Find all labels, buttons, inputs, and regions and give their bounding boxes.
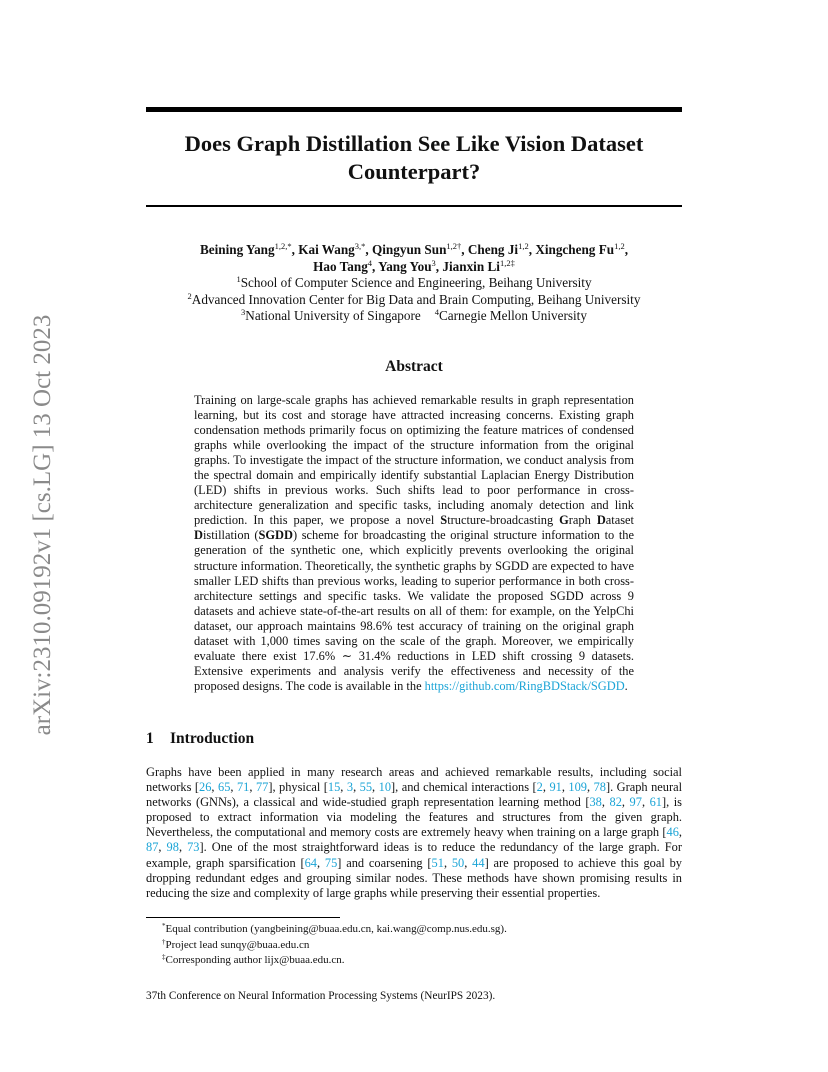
- author-name: Kai Wang: [298, 242, 355, 257]
- citation-link[interactable]: 97: [629, 795, 642, 810]
- citation-link[interactable]: 64: [304, 855, 317, 870]
- citation-link[interactable]: 98: [166, 840, 179, 855]
- title-bottom-rule: [146, 205, 682, 207]
- code-repository-link[interactable]: https://github.com/RingBDStack/SGDD: [424, 678, 625, 693]
- title-line-2: Counterpart?: [347, 159, 481, 184]
- introduction-paragraph: Graphs have been applied in many research areas and achieved remarkable results, including social networks [26, 65, 71, 77], physical [15, 3, 55, 10], and chemical interactions [2, 91, 109, 78]. Graph neural networks (GNNs), a classical and wide-studied graph representation learning method [38, 82, 97, 61], is proposed to extract information via modeling the features and structures from the given graph. Nevertheless, the computational and memory costs are extremely heavy when training on a large graph [46, 87, 98, 73]. One of the most straightforward ideas is to reduce the redundancy of the large graph. For example, graph sparsification [64, 75] and coarsening [51, 50, 44] are proposed to achieve this goal by dropping redundant edges and grouping similar nodes. These methods have shown promising results in reducing the size and complexity of large graphs while preserving their essential properties.: [146, 765, 683, 900]
- title-top-rule: [146, 107, 682, 112]
- citation-link[interactable]: 71: [236, 780, 250, 795]
- citation-link[interactable]: 82: [609, 795, 622, 810]
- citation-link[interactable]: 73: [187, 840, 200, 855]
- citation-link[interactable]: 75: [324, 855, 338, 870]
- author-block: [146, 242, 682, 325]
- author-list: Beining Yang$^{1,2,*}$, Kai Wang$^{3,*}$, Qingyun Sun$^{1,2\dagger}$, Cheng Ji$^{1,2}$, Xingcheng Fu$^{1,2}$, Hao Tang$^4$, Yang You$^3$, Jianxin $Li^{1,2\ddagger}$: [199, 241, 629, 274]
- footnote-separator: [146, 917, 340, 918]
- citation-link[interactable]: 65: [218, 780, 231, 795]
- affiliation-1: $^1$School of Computer Science and Engineering, Beihang University: [236, 274, 592, 290]
- citation-link[interactable]: 78: [593, 780, 606, 795]
- citation-link[interactable]: 10: [378, 780, 392, 795]
- author-name: Cheng Ji: [467, 242, 519, 257]
- citation-link[interactable]: 55: [359, 780, 373, 795]
- section-heading-introduction: 1 Introduction: [146, 730, 255, 747]
- title-line-1: Does Graph Distillation See Like Vision Dataset: [184, 131, 644, 156]
- citation-link[interactable]: 109: [568, 780, 587, 795]
- abstract-heading: Abstract: [385, 358, 443, 375]
- citation-link[interactable]: 61: [649, 795, 662, 810]
- abstract-text: Training on large-scale graphs has achieved remarkable results in graph representation learning, but its cost and storage have attracted increasing concerns. Existing graph condensation methods primarily focus on optimizing the feature matrices of condensed graphs while overlooking the impact of the structure information from the original graphs. To investigate the impact of the structure information, we conduct analysis from the spectral domain and empirically identify substantial Laplacian Energy Distribution (LED) shifts in previous works. Such shifts lead to poor performance in cross-architecture generalization and specific tasks, including anomaly detection and link prediction. In this paper, we propose a novel Structure-broadcasting Graph Dataset Distillation (SGDD) scheme for broadcasting the original structure information to the generation of the synthetic one, which explicitly prevents overlooking the original structure information. Theoretically, the synthetic graphs by SGDD are expected to have smaller LED shifts than previous works, leading to superior performance in both cross-architecture settings and specific tasks. We validate the proposed SGDD across 9 datasets and achieve state-of-the-art results on all of them: for example, on the YelpChi dataset, our approach maintains 98.6% test accuracy of training on the original graph dataset with 1,000 times saving on the scale of the graph. Moreover, we empirically evaluate there exist 17.6% ∼ 31.4% reductions in LED shift crossing 9 datasets. Extensive experiments and analysis verify the effectiveness and necessity of the proposed designs. The code is available in the https://github.com/RingBDStack/SGDD.: [194, 393, 634, 693]
- affiliation-2: $^2$Advanced Innovation Center for Big Data and Brain Computing, Beihang University: [187, 290, 641, 307]
- citation-link[interactable]: 3: [346, 780, 354, 795]
- author-name: Xingcheng Fu: [535, 242, 615, 257]
- citation-link[interactable]: 91: [549, 780, 562, 795]
- footnote-equal-contribution: *Equal contribution (yangbeining@buaa.edu.cn, kai.wang@comp.nus.edu.sg).: [162, 922, 507, 935]
- author-name: Beining Yang: [199, 242, 275, 257]
- citation-link[interactable]: 77: [255, 780, 269, 795]
- citation-link[interactable]: 26: [199, 780, 212, 795]
- author-name: Qingyun Sun: [372, 242, 447, 257]
- paper-title: [146, 130, 682, 186]
- citation-link[interactable]: 50: [451, 855, 465, 870]
- citation-link[interactable]: 44: [472, 855, 485, 870]
- citation-link[interactable]: 51: [431, 855, 444, 870]
- venue-note: 37th Conference on Neural Information Processing Systems (NeurIPS 2023).: [146, 990, 496, 1002]
- citation-link[interactable]: 2: [536, 780, 543, 795]
- citation-link[interactable]: 46: [666, 825, 679, 840]
- arxiv-identifier-stamp: arXiv:2310.09192v1 [cs.LG] 13 Oct 2023: [29, 314, 56, 736]
- affiliation-3-4: $^3$National University of Singapore $^4$Carnegie Mellon University: [241, 307, 587, 323]
- citation-link[interactable]: 87: [146, 840, 159, 855]
- author-name: Hao Tang: [313, 258, 368, 274]
- author-name: Yang You: [378, 258, 432, 274]
- footnotes: [162, 922, 507, 969]
- citation-link[interactable]: 15: [327, 780, 341, 795]
- footnote-corresponding-author: ‡Corresponding author lijx@buaa.edu.cn.: [162, 953, 345, 966]
- footnote-project-lead: †Project lead sunqy@buaa.edu.cn: [162, 937, 310, 951]
- citation-link[interactable]: 38: [589, 795, 602, 810]
- author-name: Jianxin Li: [442, 258, 500, 274]
